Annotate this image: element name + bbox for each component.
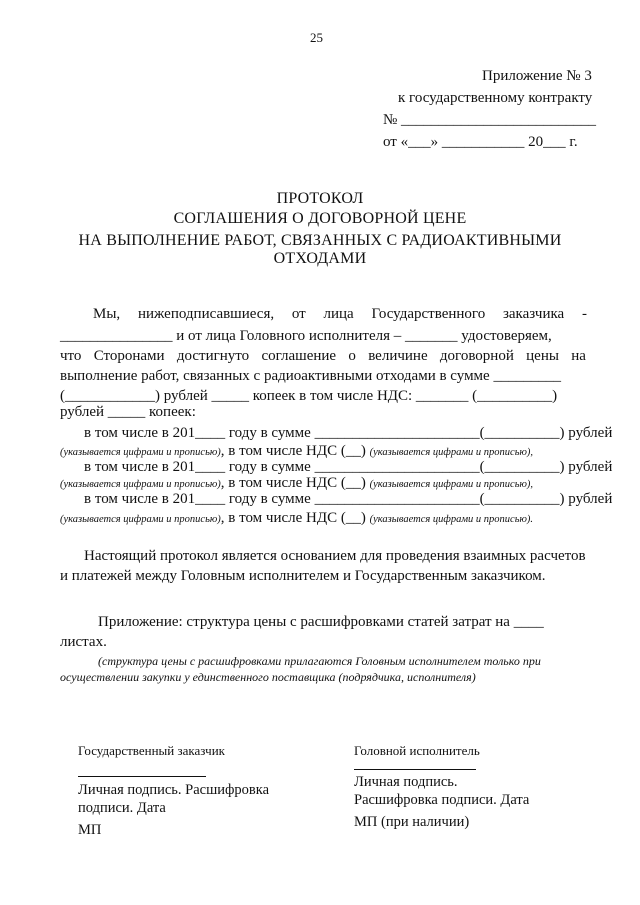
contractor-stamp: МП (при наличии) [354,814,470,830]
page-number: 25 [310,30,323,45]
installment-note: (указывается цифрами и прописью), в том числе НДС (__) (указывается цифрами и прописью). [60,510,534,526]
installment-line: в том числе в 201____ году в сумме ______________________(__________) рублей [84,459,613,475]
customer-signature-label: Личная подпись. Расшифровка [78,782,270,798]
appendix-contract-date: от «___» ___________ 20___ г. [383,134,578,150]
title-works: НА ВЫПОЛНЕНИЕ РАБОТ, СВЯЗАННЫХ С РАДИОАКТИВНЫМИ [78,232,562,249]
para1-line6: рублей _____ копеек: [60,404,196,420]
attachment-line1: Приложение: структура цены с расшифровками статей затрат на ____ [98,614,544,630]
title-waste: ОТХОДАМИ [273,250,367,267]
para2-line2: и платежей между Головным исполнителем и Государственным заказчиком. [60,568,546,584]
contractor-signature-label: Личная подпись. [354,774,458,790]
contractor-heading: Головной исполнитель [354,743,480,758]
customer-stamp: МП [78,822,102,838]
para2-line1: Настоящий протокол является основанием для проведения взаимных расчетов [84,548,586,564]
customer-heading: Государственный заказчик [78,743,225,758]
installment-note: (указывается цифрами и прописью), в том числе НДС (__) (указывается цифрами и прописью), [60,475,534,491]
installment-line: в том числе в 201____ году в сумме ______________________(__________) рублей [84,491,613,507]
para1-line2: _______________ и от лица Головного исполнителя – _______ удостоверяем, [60,328,552,344]
appendix-number: Приложение № 3 [482,68,592,84]
title-agreement: СОГЛАШЕНИЯ О ДОГОВОРНОЙ ЦЕНЕ [173,210,467,227]
customer-signature-line [78,776,206,777]
attachment-note1: (структура цены с расшифровками прилагаются Головным исполнителем только при [98,654,541,668]
customer-signature-label-2: подписи. Дата [78,800,166,816]
attachment-line2: листах. [60,634,107,650]
para1-line5: (____________) рублей _____ копеек в том числе НДС: _______ (__________) [60,388,558,404]
attachment-note2: осуществлении закупки у единственного поставщика (подрядчика, исполнителя) [60,670,476,684]
title-protocol: ПРОТОКОЛ [276,190,364,207]
contractor-signature-line [354,769,476,770]
para1-line1: Мы, нижеподписавшиеся, от лица Государственного заказчика - [93,306,587,322]
appendix-contract-ref: к государственному контракту [398,90,593,106]
para1-line4: выполнение работ, связанных с радиоактивными отходами в сумме _________ [60,368,561,384]
installment-note: (указывается цифрами и прописью), в том числе НДС (__) (указывается цифрами и прописью), [60,443,534,459]
installment-line: в том числе в 201____ году в сумме ______________________(__________) рублей [84,425,613,441]
contractor-signature-label-2: Расшифровка подписи. Дата [354,792,530,808]
para1-line3: что Сторонами достигнуто соглашение о величине договорной цены на [60,348,586,364]
appendix-contract-number: № __________________________ [383,112,597,128]
